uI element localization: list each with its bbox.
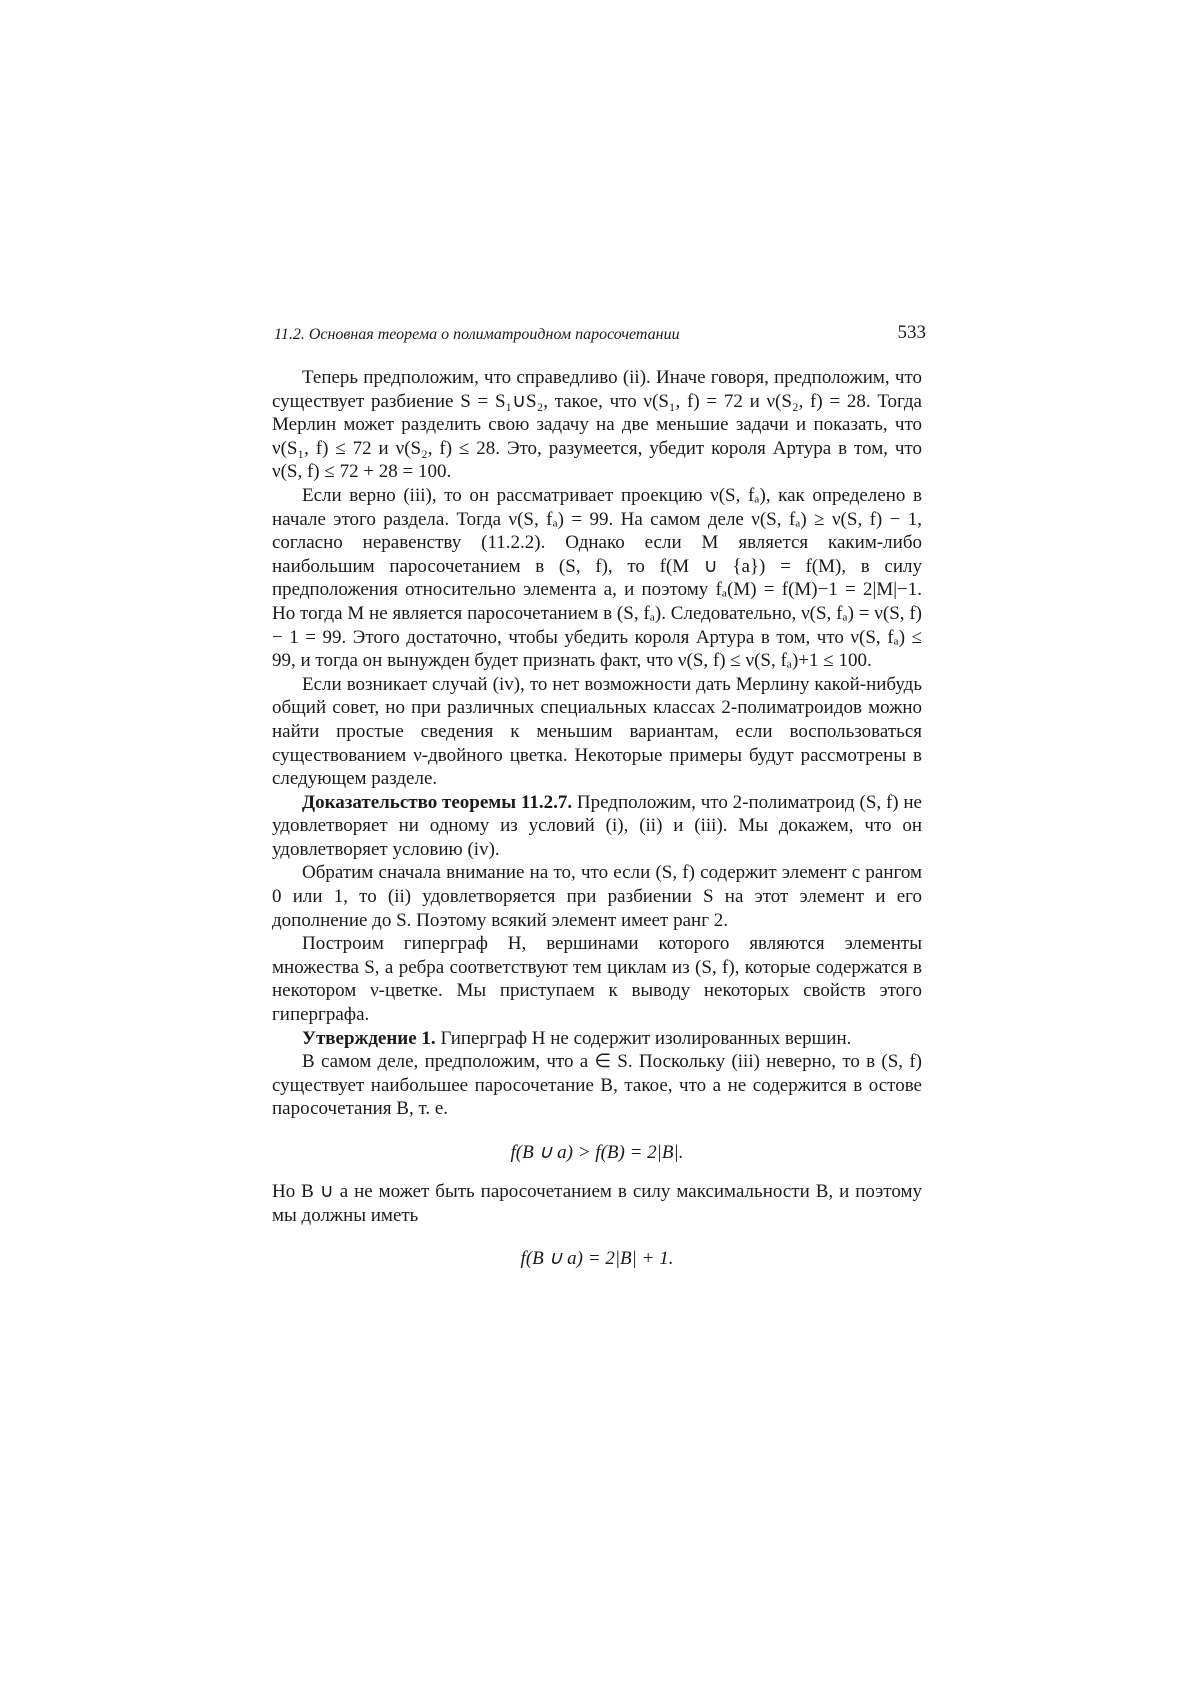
paragraph: Построим гиперграф H, вершинами которого являются элементы множества S, а ребра соответствуют тем циклам из (S, f), которые содержатся в некотором ν-цветке. Мы приступаем к выводу некоторых свойств этого гиперграфа. — [272, 933, 922, 1026]
proof-paragraph — [272, 791, 922, 862]
claim-lead: Утверждение 1. — [302, 1027, 436, 1049]
proof-text: Предположим, что 2-полиматроид (S, f) не удовлетворяет ни одному из условий (i), (ii) и (iii). Мы докажем, что он удовлетворяет условию (iv). — [272, 791, 922, 860]
proof-lead: Доказательство теоремы 11.2.7. — [302, 791, 573, 813]
page-body — [272, 318, 926, 1286]
running-title: 11.2. Основная теорема о полиматроидном паросочетании — [274, 326, 680, 343]
paragraph: Теперь предположим, что справедливо (ii). Иначе говоря, предположим, что существует разбиение S = S₁∪S₂, такое, что ν(S₁, f) = 72 и ν(S₂, f) = 28. Тогда Мерлин может разделить свою задачу на две меньшие задачи и показать, что ν(S₁, f) ≤ 72 и ν(S₂, f) ≤ 28. Это, разумеется, убедит короля Артура в том, что ν(S, f) ≤ 72 + 28 = 100. — [272, 367, 922, 483]
formula: f(B ∪ a) = 2|B| + 1. — [520, 1248, 674, 1270]
paragraph: Обратим сначала внимание на то, что если (S, f) содержит элемент с рангом 0 или 1, то (ii) удовлетворяется при разбиении S на этот элемент и его дополнение до S. Поэтому всякий элемент имеет ранг 2. — [272, 862, 922, 931]
claim-text: Гиперграф H не содержит изолированных вершин. — [435, 1027, 852, 1049]
formula: f(B ∪ a) > f(B) = 2|B|. — [510, 1142, 684, 1163]
paragraph: В самом деле, предположим, что a ∈ S. Поскольку (iii) неверно, то в (S, f) существует наибольшее паросочетание B, такое, что a не содержится в остове паросочетания B, т. е. — [272, 1051, 922, 1120]
page-header — [272, 318, 926, 348]
claim-paragraph — [272, 1027, 922, 1051]
paragraph: Но B ∪ a не может быть паросочетанием в силу максимальности B, и поэтому мы должны иметь — [272, 1181, 922, 1226]
page-number: 533 — [897, 322, 926, 343]
paragraph: Если возникает случай (iv), то нет возможности дать Мерлину какой-нибудь общий совет, но при различных специальных классах 2-полиматроидов можно найти простые сведения к меньшим вариантам, если воспользоваться существованием ν-двойного цветка. Некоторые примеры будут рассмотрены в следующем разделе. — [272, 673, 922, 790]
paragraph: Если верно (iii), то он рассматривает проекцию ν(S, fₐ), как определено в начале этого раздела. Тогда ν(S, fₐ) = 99. На самом деле ν(S, fₐ) ≥ ν(S, f) − 1, согласно неравенству (11.2.2). Однако если M является каким-либо наибольшим паросочетанием в (S, f), то f(M ∪ {a}) = f(M), в силу предположения относительно элемента a, и поэтому fₐ(M) = f(M)−1 = 2|M|−1. Но тогда M не является паросочетанием в (S, fₐ). Следовательно, ν(S, fₐ) = ν(S, f) − 1 = 99. Этого достаточно, чтобы убедить короля Артура в том, что ν(S, fₐ) ≤ 99, и тогда он вынужден будет признать факт, что ν(S, f) ≤ ν(S, fₐ)+1 ≤ 100. — [272, 484, 922, 672]
